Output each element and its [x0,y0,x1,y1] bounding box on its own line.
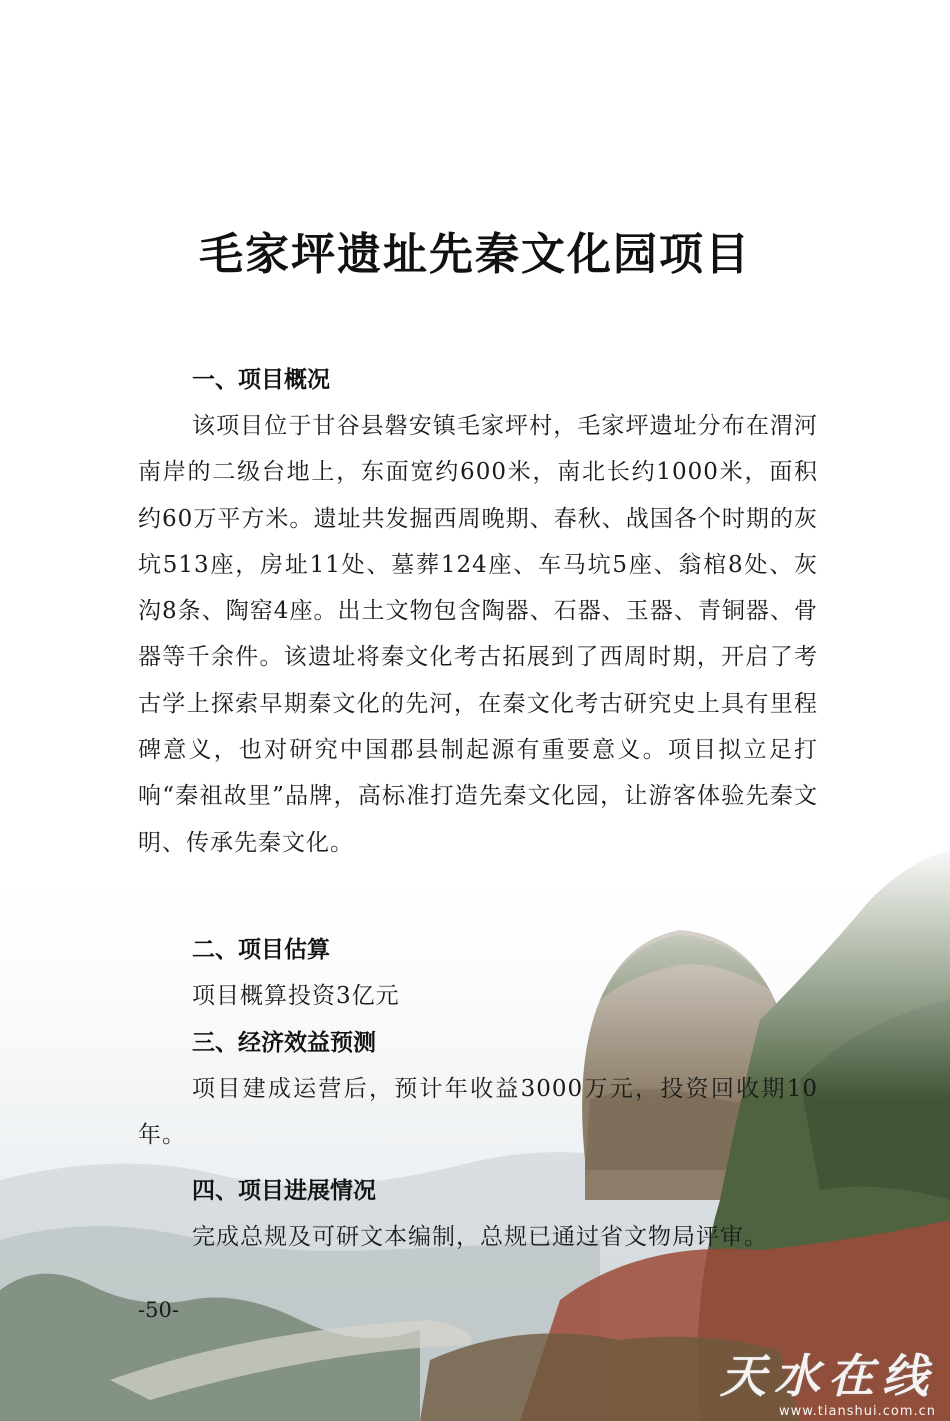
section-progress [138,1168,818,1260]
section-paragraph: 项目概算投资3亿元 [192,983,400,1009]
section-estimate [138,927,818,1019]
section-heading: 二、项目估算 [192,937,330,963]
page-number: -50- [138,1298,179,1322]
section-overview [138,357,818,866]
page-title: 毛家坪遗址先秦文化园项目 [199,229,751,280]
section-heading: 三、经济效益预测 [192,1030,376,1056]
section-heading: 四、项目进展情况 [192,1178,376,1204]
watermark-url: www.tianshui.com.cn [778,1404,936,1419]
section-heading: 一、项目概况 [192,367,330,393]
section-paragraph: 项目建成运营后，预计年收益3000万元，投资回收期10年。 [138,1076,818,1149]
section-paragraph: 该项目位于甘谷县磐安镇毛家坪村，毛家坪遗址分布在渭河南岸的二级台地上，东面宽约600米，南北长约1000米，面积约60万平方米。遗址共发掘西周晚期、春秋、战国各个时期的灰坑513座，房址11处、墓葬124座、车马坑5座、翁棺8处、灰沟8条、陶窑4座。出土文物包含陶器、石器、玉器、青铜器、骨器等千余件。该遗址将秦文化考古拓展到了西周时期，开启了考古学上探索早期秦文化的先河，在秦文化考古研究史上具有里程碑意义，也对研究中国郡县制起源有重要意义。项目拟立足打响“秦祖故里”品牌，高标准打造先秦文化园，让游客体验先秦文明、传承先秦文化。 [138,413,818,856]
section-paragraph: 完成总规及可研文本编制，总规已通过省文物局评审。 [192,1224,768,1250]
watermark-logo: 天水在线 [720,1349,936,1403]
section-economic-forecast [138,1020,818,1159]
